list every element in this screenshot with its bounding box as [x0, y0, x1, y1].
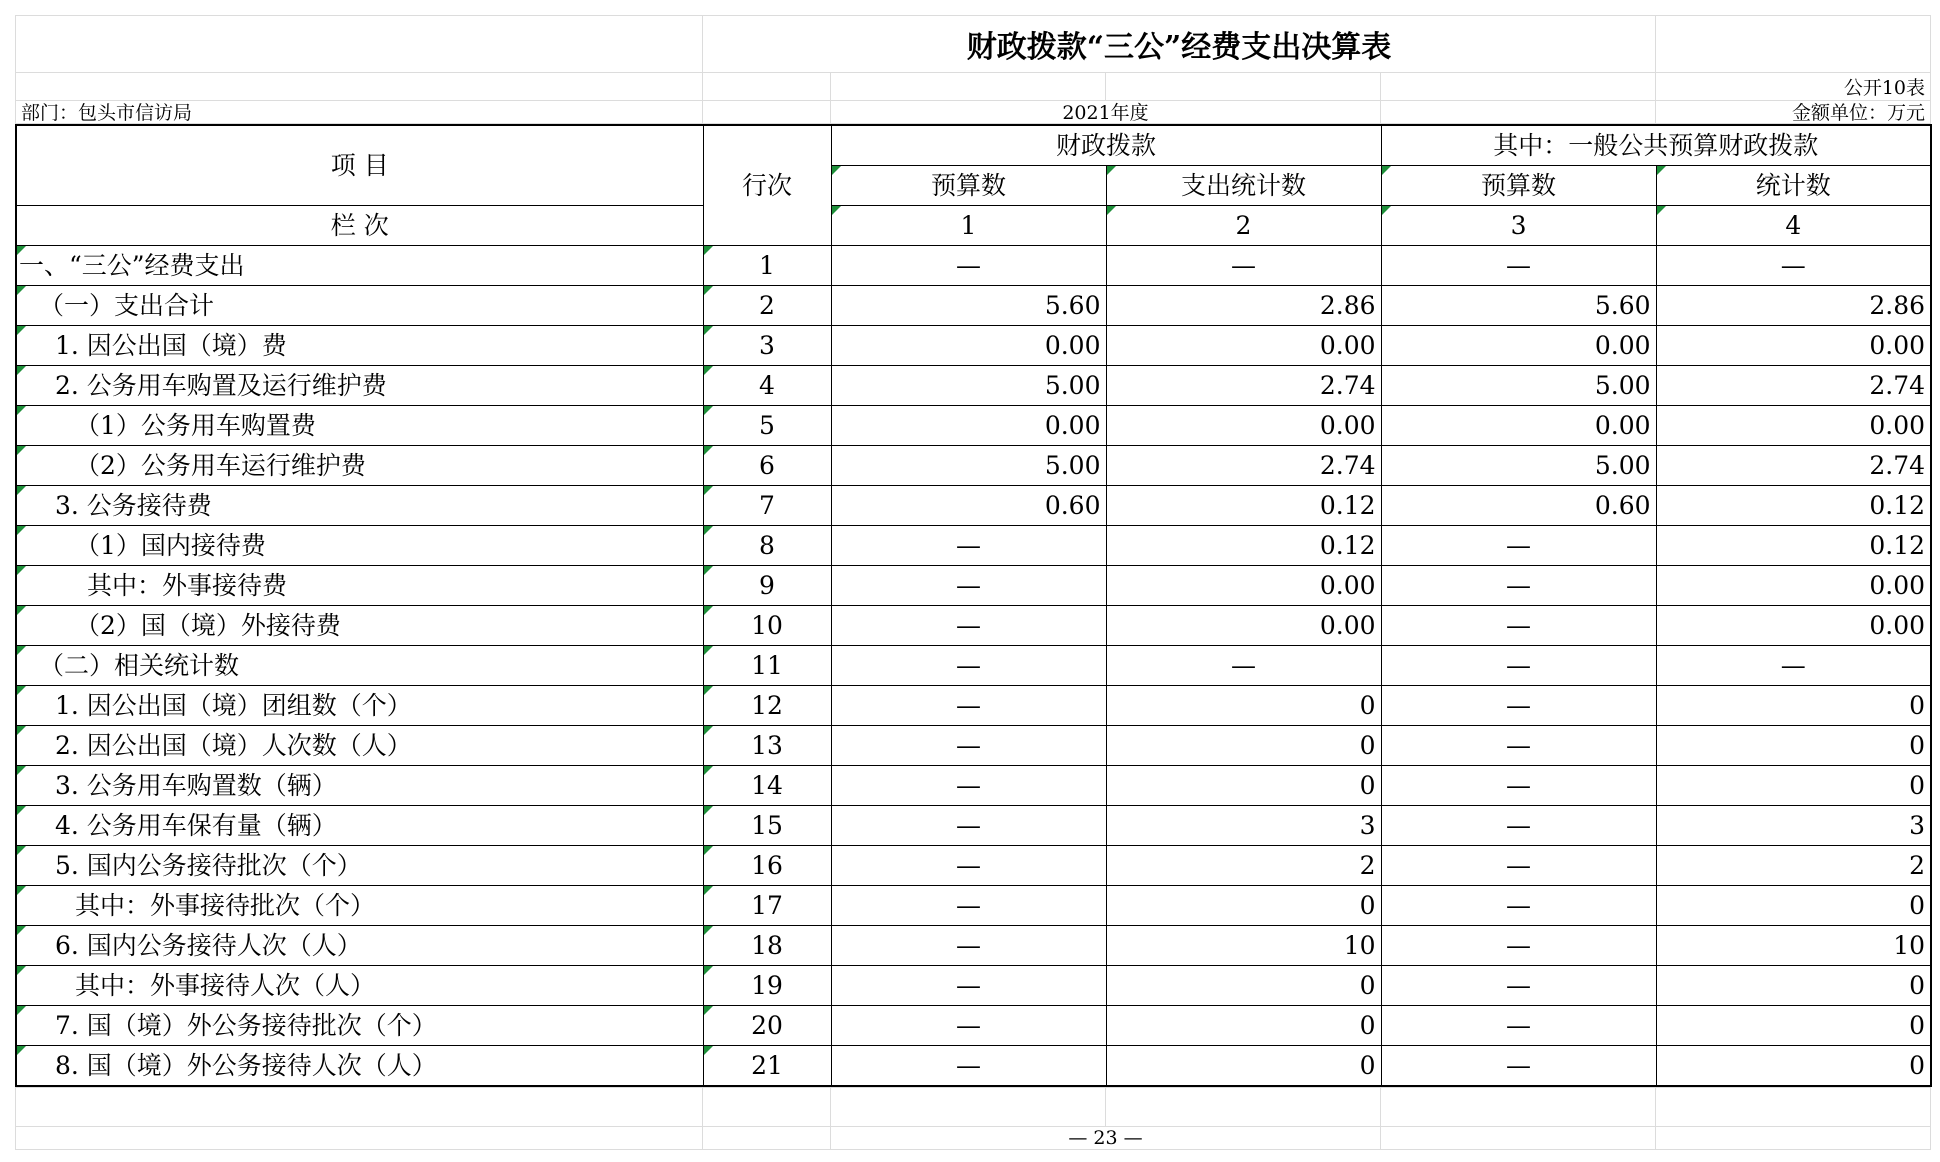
cell-value: 0.00	[1106, 606, 1381, 646]
row-label: 3. 公务接待费	[16, 486, 703, 526]
table-row[interactable]	[16, 1046, 1931, 1087]
cell-value: 0	[1656, 726, 1931, 766]
row-line-no: 15	[703, 806, 831, 846]
table-row[interactable]	[16, 1006, 1931, 1046]
cell-value: 0.12	[1106, 526, 1381, 566]
row-line-no: 2	[703, 286, 831, 326]
cell-value: —	[831, 966, 1106, 1006]
table-row[interactable]	[16, 246, 1931, 286]
cell-value: 0	[1656, 766, 1931, 806]
cell-value: 0	[1656, 886, 1931, 926]
cell-value: 0	[1656, 1046, 1931, 1087]
cell-value: 0.00	[1106, 406, 1381, 446]
table-row[interactable]	[16, 726, 1931, 766]
row-line-no: 11	[703, 646, 831, 686]
sheet-header-grid	[15, 15, 1931, 124]
cell-value: —	[831, 1006, 1106, 1046]
cell-value: 0	[1656, 1006, 1931, 1046]
cell-value: —	[1381, 846, 1656, 886]
cell-value: —	[1381, 566, 1656, 606]
row-label: （2）国（境）外接待费	[16, 606, 703, 646]
column-number-1: 1	[831, 206, 1106, 246]
grid-cell[interactable]	[16, 1127, 703, 1150]
row-line-no: 7	[703, 486, 831, 526]
row-label: 4. 公务用车保有量（辆）	[16, 806, 703, 846]
row-label: 6. 国内公务接待人次（人）	[16, 926, 703, 966]
cell-value: 5.00	[1381, 366, 1656, 406]
cell-value: 2.86	[1106, 286, 1381, 326]
cell-value: —	[1656, 646, 1931, 686]
row-label: （1）公务用车购置费	[16, 406, 703, 446]
cell-value: 5.00	[1381, 446, 1656, 486]
cell-value: —	[1106, 646, 1381, 686]
row-label: 其中：外事接待批次（个）	[16, 886, 703, 926]
row-label: 1. 因公出国（境）团组数（个）	[16, 686, 703, 726]
cell-value: —	[1106, 246, 1381, 286]
cell-value: 0	[1656, 966, 1931, 1006]
table-row[interactable]	[16, 646, 1931, 686]
header-column-row: 栏 次	[16, 206, 703, 246]
cell-value: —	[1381, 646, 1656, 686]
cell-value: 0.00	[831, 406, 1106, 446]
cell-value: 0	[1106, 766, 1381, 806]
page-title: 财政拨款“三公”经费支出决算表	[703, 16, 1656, 73]
row-line-no: 5	[703, 406, 831, 446]
cell-value: 3	[1106, 806, 1381, 846]
cell-value: —	[831, 726, 1106, 766]
cell-value: —	[831, 686, 1106, 726]
cell-value: —	[1381, 806, 1656, 846]
row-line-no: 9	[703, 566, 831, 606]
header-item: 项 目	[16, 125, 703, 206]
cell-value: —	[831, 646, 1106, 686]
cell-value: —	[831, 926, 1106, 966]
cell-value: —	[831, 526, 1106, 566]
spreadsheet	[15, 15, 1930, 1150]
row-line-no: 8	[703, 526, 831, 566]
row-label: 3. 公务用车购置数（辆）	[16, 766, 703, 806]
header-stat: 统计数	[1656, 166, 1931, 206]
row-line-no: 21	[703, 1046, 831, 1087]
table-row[interactable]	[16, 766, 1931, 806]
row-label: 5. 国内公务接待批次（个）	[16, 846, 703, 886]
cell-value: 0.00	[1656, 406, 1931, 446]
table-row[interactable]	[16, 486, 1931, 526]
grid-cell[interactable]	[1106, 73, 1381, 101]
cell-value: 0.00	[1381, 326, 1656, 366]
table-row[interactable]	[16, 686, 1931, 726]
row-line-no: 13	[703, 726, 831, 766]
cell-value: 0	[1106, 686, 1381, 726]
row-line-no: 20	[703, 1006, 831, 1046]
department-label: 部门：包头市信访局	[16, 101, 703, 124]
row-label: 2. 公务用车购置及运行维护费	[16, 366, 703, 406]
cell-value: 0.60	[1381, 486, 1656, 526]
cell-value: 5.60	[831, 286, 1106, 326]
grid-cell[interactable]	[1656, 1088, 1931, 1127]
row-line-no: 10	[703, 606, 831, 646]
row-line-no: 16	[703, 846, 831, 886]
cell-value: 0	[1106, 1006, 1381, 1046]
row-label: （二）相关统计数	[16, 646, 703, 686]
cell-value: 2.74	[1106, 366, 1381, 406]
row-line-no: 12	[703, 686, 831, 726]
header-line-no: 行次	[703, 125, 831, 246]
cell-value: —	[1381, 766, 1656, 806]
header-fiscal-appropriation: 财政拨款	[831, 125, 1381, 166]
table-row[interactable]	[16, 966, 1931, 1006]
row-label: 8. 国（境）外公务接待人次（人）	[16, 1046, 703, 1087]
grid-cell[interactable]	[1656, 1127, 1931, 1150]
form-number: 公开10表	[1656, 73, 1931, 101]
cell-value: 2.86	[1656, 286, 1931, 326]
sheet-footer-grid	[15, 1087, 1931, 1150]
cell-value: 10	[1106, 926, 1381, 966]
cell-value: 2	[1656, 846, 1931, 886]
header-budget: 预算数	[831, 166, 1106, 206]
cell-value: —	[1381, 1006, 1656, 1046]
cell-value: 2.74	[1106, 446, 1381, 486]
cell-value: 2.74	[1656, 446, 1931, 486]
cell-value: 0.00	[1106, 326, 1381, 366]
fiscal-year: 2021年度	[831, 101, 1381, 124]
column-number-3: 3	[1381, 206, 1656, 246]
row-line-no: 6	[703, 446, 831, 486]
row-label: 其中：外事接待人次（人）	[16, 966, 703, 1006]
cell-value: 0.00	[1656, 606, 1931, 646]
cell-value: 0.12	[1656, 526, 1931, 566]
header-general-budget: 其中：一般公共预算财政拨款	[1381, 125, 1931, 166]
table-row[interactable]	[16, 366, 1931, 406]
amount-unit: 金额单位：万元	[1656, 101, 1931, 124]
grid-cell[interactable]	[16, 73, 703, 101]
grid-cell[interactable]	[16, 16, 703, 73]
row-line-no: 1	[703, 246, 831, 286]
cell-value: 2	[1106, 846, 1381, 886]
table-row[interactable]	[16, 606, 1931, 646]
table-row[interactable]	[16, 526, 1931, 566]
grid-cell[interactable]	[703, 101, 831, 124]
grid-cell[interactable]	[703, 1127, 831, 1150]
grid-cell[interactable]	[831, 73, 1106, 101]
cell-value: 0.00	[1381, 406, 1656, 446]
grid-cell[interactable]	[1381, 73, 1656, 101]
cell-value: —	[831, 806, 1106, 846]
table-row[interactable]	[16, 846, 1931, 886]
table-row[interactable]	[16, 806, 1931, 846]
row-label: 其中：外事接待费	[16, 566, 703, 606]
cell-value: —	[1381, 1046, 1656, 1087]
cell-value: 0.12	[1656, 486, 1931, 526]
row-label: 7. 国（境）外公务接待批次（个）	[16, 1006, 703, 1046]
grid-cell[interactable]	[831, 1088, 1106, 1127]
row-line-no: 4	[703, 366, 831, 406]
cell-value: —	[831, 246, 1106, 286]
cell-value: 2.74	[1656, 366, 1931, 406]
cell-value: —	[831, 1046, 1106, 1087]
table-row[interactable]	[16, 886, 1931, 926]
grid-cell[interactable]	[703, 1088, 831, 1127]
grid-cell[interactable]	[1656, 16, 1931, 73]
cell-value: —	[831, 766, 1106, 806]
cell-value: —	[1381, 686, 1656, 726]
cell-value: —	[1381, 966, 1656, 1006]
row-label: 一、“三公”经费支出	[16, 246, 703, 286]
table-row[interactable]	[16, 286, 1931, 326]
cell-value: —	[1381, 246, 1656, 286]
table-row[interactable]	[16, 406, 1931, 446]
row-label: （1）国内接待费	[16, 526, 703, 566]
table-row[interactable]	[16, 566, 1931, 606]
header-stat-expense: 支出统计数	[1106, 166, 1381, 206]
cell-value: —	[1381, 926, 1656, 966]
page-number: — 23 —	[831, 1127, 1381, 1150]
cell-value: —	[1381, 526, 1656, 566]
row-line-no: 19	[703, 966, 831, 1006]
row-label: 2. 因公出国（境）人次数（人）	[16, 726, 703, 766]
cell-value: —	[831, 606, 1106, 646]
row-line-no: 18	[703, 926, 831, 966]
row-line-no: 3	[703, 326, 831, 366]
cell-value: 0.00	[831, 326, 1106, 366]
cell-value: —	[831, 886, 1106, 926]
cell-value: —	[831, 846, 1106, 886]
row-line-no: 14	[703, 766, 831, 806]
three-public-expense-table	[15, 124, 1932, 1087]
row-line-no: 17	[703, 886, 831, 926]
row-label: （一）支出合计	[16, 286, 703, 326]
cell-value: 0.60	[831, 486, 1106, 526]
cell-value: 0	[1106, 966, 1381, 1006]
cell-value: 0	[1106, 1046, 1381, 1087]
cell-value: 0	[1656, 686, 1931, 726]
table-row[interactable]	[16, 326, 1931, 366]
cell-value: —	[1381, 886, 1656, 926]
row-label: 1. 因公出国（境）费	[16, 326, 703, 366]
column-number-2: 2	[1106, 206, 1381, 246]
column-number-4: 4	[1656, 206, 1931, 246]
cell-value: 5.00	[831, 366, 1106, 406]
grid-cell[interactable]	[1381, 1088, 1656, 1127]
grid-cell[interactable]	[16, 1088, 703, 1127]
cell-value: 0.00	[1106, 566, 1381, 606]
cell-value: —	[1656, 246, 1931, 286]
row-label: （2）公务用车运行维护费	[16, 446, 703, 486]
cell-value: —	[1381, 606, 1656, 646]
header-budget-2: 预算数	[1381, 166, 1656, 206]
cell-value: 0.00	[1656, 566, 1931, 606]
cell-value: 5.00	[831, 446, 1106, 486]
cell-value: 0	[1106, 726, 1381, 766]
cell-value: —	[1381, 726, 1656, 766]
grid-cell[interactable]	[1106, 1088, 1381, 1127]
cell-value: 5.60	[1381, 286, 1656, 326]
cell-value: —	[831, 566, 1106, 606]
cell-value: 0.00	[1656, 326, 1931, 366]
grid-cell[interactable]	[1381, 1127, 1656, 1150]
cell-value: 0.12	[1106, 486, 1381, 526]
grid-cell[interactable]	[1381, 101, 1656, 124]
grid-cell[interactable]	[703, 73, 831, 101]
table-row[interactable]	[16, 926, 1931, 966]
cell-value: 0	[1106, 886, 1381, 926]
table-row[interactable]	[16, 446, 1931, 486]
cell-value: 3	[1656, 806, 1931, 846]
cell-value: 10	[1656, 926, 1931, 966]
